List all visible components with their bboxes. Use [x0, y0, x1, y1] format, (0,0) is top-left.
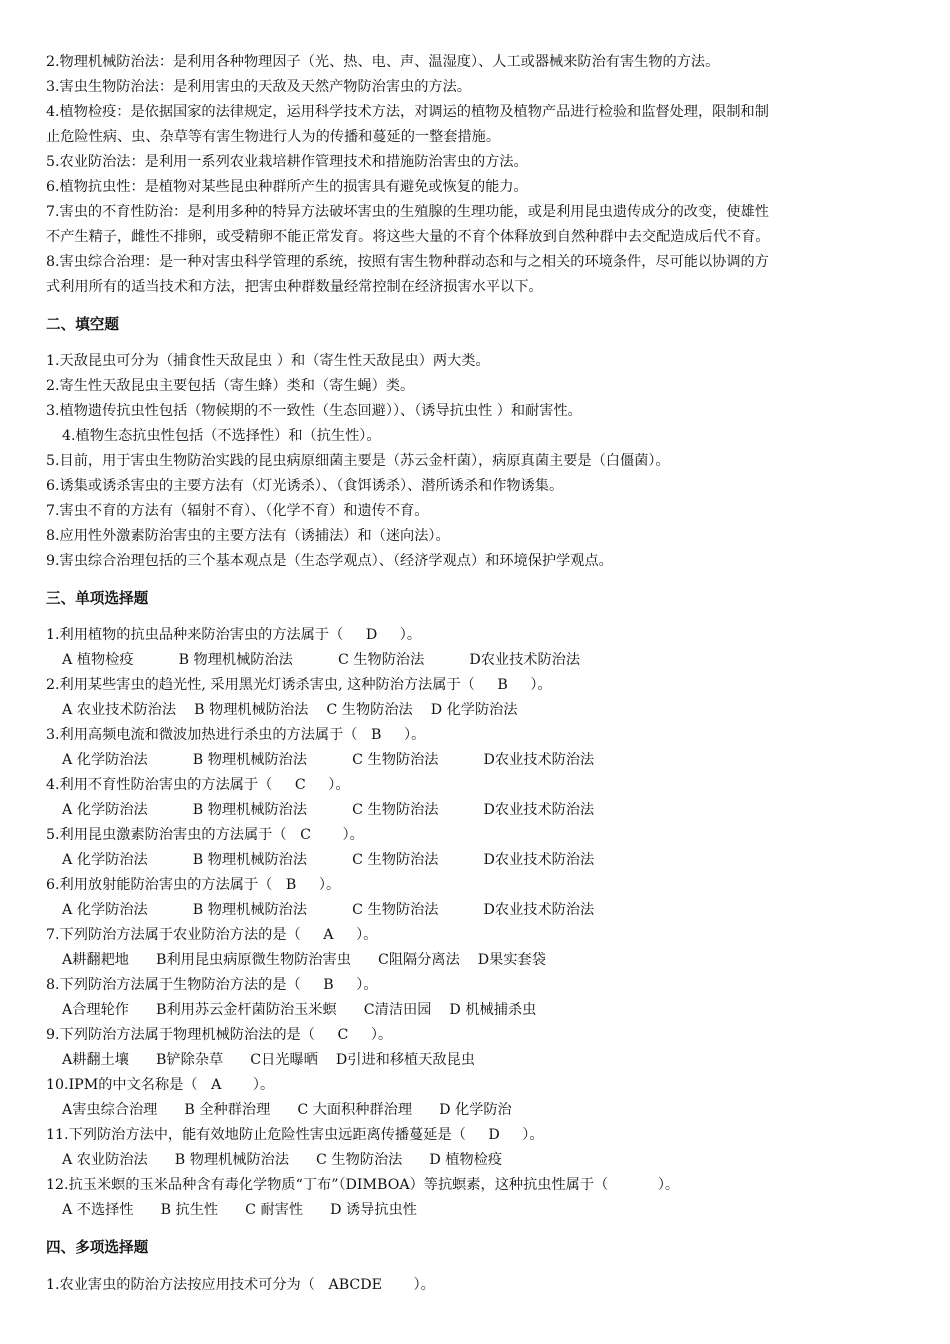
- question-text: 1.农业害虫的防治方法按应用技术可分为（ ABCDE ）。: [46, 1277, 435, 1293]
- fill-blank-line: 4.植物生态抗虫性包括（不选择性）和（抗生性）。: [62, 428, 381, 444]
- question-options: A 农业防治法 B 物理机械防治法 C 生物防治法 D 植物检疫: [62, 1152, 503, 1168]
- fill-blank-line: 3.植物遗传抗虫性包括（物候期的不一致性（生态回避））、（诱导抗虫性 ）和耐害性。: [46, 403, 582, 419]
- question-text: 8.下列防治方法属于生物防治方法的是（ B ）。: [46, 977, 378, 993]
- question-options: A害虫综合治理 B 全种群治理 C 大面积种群治理 D 化学防治: [62, 1102, 512, 1118]
- definition-line: 式利用所有的适当技术和方法，把害虫种群数量经常控制在经济损害水平以下。: [46, 279, 543, 295]
- definition-line: 3.害虫生物防治法：是利用害虫的天敌及天然产物防治害虫的方法。: [46, 79, 471, 95]
- question-options: A 化学防治法 B 物理机械防治法 C 生物防治法 D农业技术防治法: [62, 852, 595, 868]
- question-text: 7.下列防治方法属于农业防治方法的是（ A ）。: [46, 927, 378, 943]
- question-options: A 化学防治法 B 物理机械防治法 C 生物防治法 D农业技术防治法: [62, 752, 595, 768]
- definition-line: 止危险性病、虫、杂草等有害生物进行人为的传播和蔓延的一整套措施。: [46, 129, 501, 145]
- fill-blank-line: 9.害虫综合治理包括的三个基本观点是（生态学观点）、（经济学观点）和环境保护学观点。: [46, 553, 613, 569]
- question-options: A 不选择性 B 抗生性 C 耐害性 D 诱导抗虫性: [62, 1202, 417, 1218]
- definition-line: 4.植物检疫：是依据国家的法律规定，运用科学技术方法，对调运的植物及植物产品进行检验和监督处理，限制和制: [46, 104, 769, 120]
- question-options: A耕翻耙地 B利用昆虫病原微生物防治害虫 C阻隔分离法 D果实套袋: [62, 952, 546, 968]
- section-heading-single-choice: 三、单项选择题: [46, 590, 149, 607]
- question-text: 1.利用植物的抗虫品种来防治害虫的方法属于（ D ）。: [46, 627, 422, 643]
- question-text: 3.利用高频电流和微波加热进行杀虫的方法属于（ B ）。: [46, 727, 426, 743]
- section-heading-multi-choice: 四、多项选择题: [46, 1239, 149, 1256]
- question-options: A耕翻土壤 B铲除杂草 C日光曝晒 D引进和移植天敌昆虫: [62, 1052, 475, 1068]
- question-options: A合理轮作 B利用苏云金杆菌防治玉米螟 C清洁田园 D 机械捕杀虫: [62, 1002, 537, 1018]
- question-text: 5.利用昆虫激素防治害虫的方法属于（ C ）。: [46, 827, 364, 843]
- fill-blank-line: 6.诱集或诱杀害虫的主要方法有（灯光诱杀）、（食饵诱杀）、潜所诱杀和作物诱集。: [46, 478, 564, 494]
- fill-blank-line: 7.害虫不育的方法有（辐射不育）、（化学不育）和遗传不育。: [46, 503, 429, 519]
- question-text: 2.利用某些害虫的趋光性, 采用黑光灯诱杀害虫, 这种防治方法属于（ B ）。: [46, 677, 552, 693]
- question-options: A 化学防治法 B 物理机械防治法 C 生物防治法 D农业技术防治法: [62, 902, 595, 918]
- question-options: A 植物检疫 B 物理机械防治法 C 生物防治法 D农业技术防治法: [62, 652, 581, 668]
- definition-line: 5.农业防治法：是利用一系列农业栽培耕作管理技术和措施防治害虫的方法。: [46, 154, 528, 170]
- fill-blank-line: 2.寄生性天敌昆虫主要包括（寄生蜂）类和（寄生蝇）类。: [46, 378, 415, 394]
- question-options: A 化学防治法 B 物理机械防治法 C 生物防治法 D农业技术防治法: [62, 802, 595, 818]
- question-text: 9.下列防治方法属于物理机械防治法的是（ C ）。: [46, 1027, 393, 1043]
- question-text: 10.IPM的中文名称是（ A ）。: [46, 1077, 275, 1093]
- definition-line: 不产生精子，雌性不排卵，或受精卵不能正常发育。将这些大量的不育个体释放到自然种群中去交配造成后代不育。: [46, 229, 770, 245]
- question-text: 6.利用放射能防治害虫的方法属于（ B ）。: [46, 877, 341, 893]
- fill-blank-line: 1.天敌昆虫可分为（捕食性天敌昆虫 ）和（寄生性天敌昆虫）两大类。: [46, 353, 490, 369]
- definition-line: 6.植物抗虫性：是植物对某些昆虫种群所产生的损害具有避免或恢复的能力。: [46, 179, 528, 195]
- section-heading-fill-blank: 二、填空题: [46, 316, 119, 333]
- definition-line: 7.害虫的不育性防治：是利用多种的特异方法破坏害虫的生殖腺的生理功能，或是利用昆虫遗传成分的改变，使雄性: [46, 204, 769, 220]
- fill-blank-line: 5.目前，用于害虫生物防治实践的昆虫病原细菌主要是（苏云金杆菌），病原真菌主要是（白僵菌）。: [46, 453, 670, 469]
- question-text: 12.抗玉米螟的玉米品种含有毒化学物质“丁布”（DIMBOA）等抗螟素，这种抗虫性属于（ ）。: [46, 1177, 680, 1193]
- question-text: 11.下列防治方法中，能有效地防止危险性害虫远距离传播蔓延是（ D ）。: [46, 1127, 544, 1143]
- definition-line: 2.物理机械防治法：是利用各种物理因子（光、热、电、声、温湿度）、人工或器械来防治有害生物的方法。: [46, 54, 720, 70]
- fill-blank-line: 8.应用性外激素防治害虫的主要方法有（诱捕法）和（迷向法）。: [46, 528, 450, 544]
- definition-line: 8.害虫综合治理：是一种对害虫科学管理的系统，按照有害生物种群动态和与之相关的环境条件，尽可能以协调的方: [46, 254, 769, 270]
- question-text: 4.利用不育性防治害虫的方法属于（ C ）。: [46, 777, 350, 793]
- question-options: A 农业技术防治法 B 物理机械防治法 C 生物防治法 D 化学防治法: [62, 702, 518, 718]
